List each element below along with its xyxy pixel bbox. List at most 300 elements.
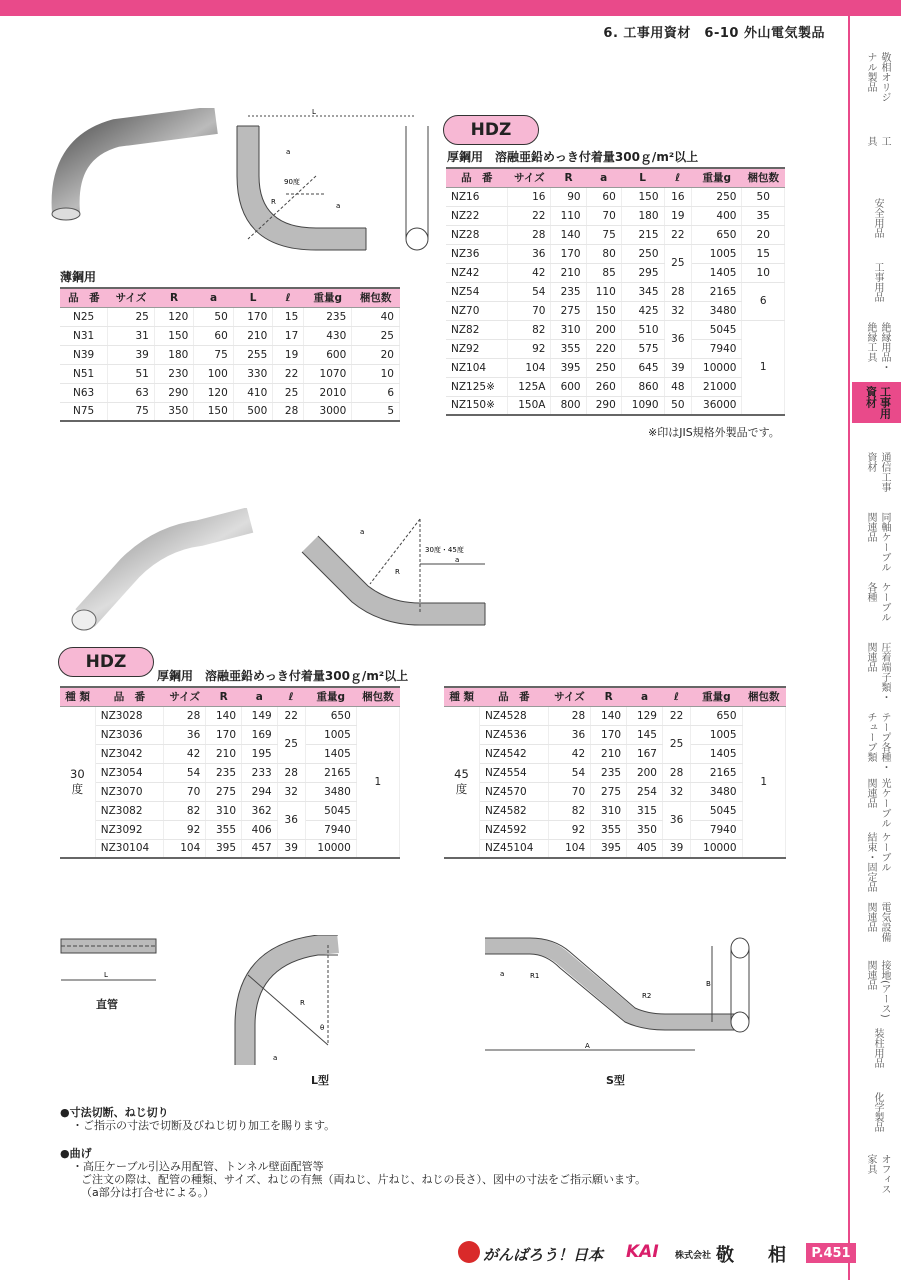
table-cell: N51 (60, 364, 108, 383)
category-sidebar (848, 16, 901, 1280)
straight-label: 直管 (96, 998, 118, 1011)
sidebar-item-12[interactable] (856, 832, 898, 892)
table-cell: 48 (664, 377, 692, 396)
table-cell: 28 (277, 763, 305, 782)
table-cell: 31 (108, 326, 155, 345)
column-header: 種 類 (60, 687, 95, 706)
sidebar-label: 家具 (865, 1154, 876, 1174)
bend-30-45-photo (60, 508, 270, 638)
table-row (444, 782, 786, 801)
table-cell: 35 (742, 206, 785, 225)
column-header: a (194, 288, 233, 307)
table-row (60, 402, 400, 421)
table-cell: 170 (551, 244, 586, 263)
table-cell: 1005 (305, 725, 356, 744)
table-cell: 400 (692, 206, 742, 225)
table-cell: 36 (508, 244, 551, 263)
column-header: a (627, 687, 663, 706)
table-cell: 150 (586, 301, 621, 320)
table-cell: 110 (586, 282, 621, 301)
sidebar-item-15[interactable] (856, 1028, 898, 1068)
table-cell: NZ4554 (479, 763, 548, 782)
svg-text:a: a (273, 1054, 278, 1062)
sidebar-label: 絶縁工具 (865, 322, 876, 362)
table-cell: 2010 (304, 383, 352, 402)
footer-company: 株式会社 (675, 1251, 712, 1261)
sidebar-label: ナル製品 (865, 52, 876, 92)
table-cell: 19 (273, 345, 304, 364)
sidebar-item-5[interactable] (852, 382, 901, 423)
table-cell: 1405 (692, 263, 742, 282)
column-header: 梱包数 (742, 687, 785, 706)
sidebar-label: 接地(アース) (879, 960, 890, 1018)
table-row (60, 383, 400, 402)
angle-note: 30度・45度 (425, 546, 464, 554)
sidebar-label: 敬相オリジ (879, 52, 890, 102)
sidebar-item-10[interactable] (856, 712, 898, 772)
table-cell: 32 (277, 782, 305, 801)
sidebar-label: 関連品 (865, 642, 876, 672)
table-cell: N75 (60, 402, 108, 421)
table-cell: 230 (154, 364, 193, 383)
table-cell: NZ125※ (446, 377, 508, 396)
column-header: ℓ (273, 288, 304, 307)
table-cell: 10000 (691, 839, 742, 858)
table-cell: 22 (273, 364, 304, 383)
table-cell: 3480 (305, 782, 356, 801)
table-cell: 3480 (692, 301, 742, 320)
table-cell: 1405 (691, 744, 742, 763)
table-cell: 82 (508, 320, 551, 339)
table-cell: 125A (508, 377, 551, 396)
table-cell: 150 (154, 326, 193, 345)
table-cell: NZ45104 (479, 839, 548, 858)
table-cell: 7940 (692, 339, 742, 358)
table-cell: 1 (742, 706, 785, 858)
table-cell: 800 (551, 396, 586, 415)
table-cell: NZ4542 (479, 744, 548, 763)
sidebar-label: ケーブル (879, 582, 890, 622)
table-row (444, 801, 786, 820)
table-cell: 210 (591, 744, 627, 763)
table-cell: 140 (206, 706, 242, 725)
table-cell: NZ54 (446, 282, 508, 301)
table-cell: 54 (164, 763, 206, 782)
bend-30-45-drawing (290, 504, 510, 634)
table-cell: 210 (206, 744, 242, 763)
table-cell: 104 (548, 839, 590, 858)
table-cell: NZ82 (446, 320, 508, 339)
table-cell: 6 (352, 383, 400, 402)
column-header: 重量g (304, 288, 352, 307)
table-cell: NZ3070 (95, 782, 163, 801)
table-cell: 40 (352, 307, 400, 326)
sidebar-item-14[interactable] (856, 960, 898, 1018)
table-cell: 275 (206, 782, 242, 801)
column-header: 品 番 (446, 168, 508, 187)
table-cell: 5045 (691, 801, 742, 820)
column-header: ℓ (277, 687, 305, 706)
sidebar-item-1[interactable] (856, 136, 898, 146)
table-cell: NZ3092 (95, 820, 163, 839)
column-header: 種 類 (444, 687, 479, 706)
table-cell: 70 (508, 301, 551, 320)
table-cell: 50 (194, 307, 233, 326)
table-cell: 7940 (305, 820, 356, 839)
table-cell: 39 (108, 345, 155, 364)
sidebar-label: チューブ類 (865, 712, 876, 762)
column-header: L (621, 168, 664, 187)
sidebar-label: 絶縁用品・ (879, 322, 890, 372)
table-cell: 275 (591, 782, 627, 801)
column-header: 重量g (692, 168, 742, 187)
svg-text:R: R (300, 999, 305, 1007)
table-cell: 650 (691, 706, 742, 725)
straight-pipe-drawing (56, 935, 166, 995)
sidebar-label: 関連品 (865, 778, 876, 808)
table-cell: 350 (627, 820, 663, 839)
table-cell: 63 (108, 383, 155, 402)
table-cell: 235 (206, 763, 242, 782)
sidebar-label: ケーブル (879, 832, 890, 872)
bend-line-2: ご注文の際は、配管の種類、サイズ、ねじの有無（両ねじ、片ねじ、ねじの長さ）、図中の寸法をご指示願います。 (81, 1173, 647, 1186)
table-row (60, 839, 400, 858)
table-cell: 254 (627, 782, 663, 801)
table-cell: N25 (60, 307, 108, 326)
table-cell: 600 (551, 377, 586, 396)
table-row (60, 307, 400, 326)
table-cell: NZ16 (446, 187, 508, 206)
table-cell: 90 (551, 187, 586, 206)
table-cell: 362 (242, 801, 278, 820)
table-cell: NZ70 (446, 301, 508, 320)
column-header: 梱包数 (352, 288, 400, 307)
svg-text:B: B (706, 980, 711, 988)
svg-text:a: a (360, 528, 365, 536)
table-cell: 355 (591, 820, 627, 839)
table-cell: 50 (742, 187, 785, 206)
table-cell: 405 (627, 839, 663, 858)
table-cell: 170 (591, 725, 627, 744)
table-cell: 5 (352, 402, 400, 421)
sidebar-item-0[interactable] (856, 52, 898, 102)
bend-title: ●曲げ (60, 1147, 92, 1160)
table-cell: 2165 (692, 282, 742, 301)
svg-text:A: A (585, 1042, 590, 1050)
table-cell: N39 (60, 345, 108, 364)
table-cell: 220 (586, 339, 621, 358)
table-cell: 260 (586, 377, 621, 396)
table-row (446, 244, 785, 263)
svg-text:R: R (395, 568, 400, 576)
table-cell: 250 (586, 358, 621, 377)
jis-note: ※印はJIS規格外製品です。 (648, 426, 780, 439)
table-row (446, 377, 785, 396)
sidebar-item-6[interactable] (856, 452, 898, 492)
table-cell: 3000 (304, 402, 352, 421)
table-cell: 140 (591, 706, 627, 725)
table-cell: 104 (508, 358, 551, 377)
sidebar-item-13[interactable] (856, 902, 898, 942)
hdz-90-table (446, 167, 785, 416)
table-cell: NZ4592 (479, 820, 548, 839)
table-cell: NZ4528 (479, 706, 548, 725)
table-cell: 7940 (691, 820, 742, 839)
table-cell: 310 (551, 320, 586, 339)
table-cell: 60 (586, 187, 621, 206)
table-cell: 1005 (691, 725, 742, 744)
table-cell: 36 (664, 320, 692, 358)
table-cell: 250 (692, 187, 742, 206)
column-header: サイズ (548, 687, 590, 706)
s-type-drawing (480, 930, 760, 1060)
cut-text: ・ご指示の寸法で切断及びねじ切り加工を賜ります。 (72, 1119, 336, 1132)
sidebar-label: テープ各種・ (879, 712, 890, 772)
hdz-45deg-table (444, 686, 786, 859)
table-cell: 5045 (692, 320, 742, 339)
table-cell: 170 (233, 307, 272, 326)
table-cell: 510 (621, 320, 664, 339)
table-cell: 110 (551, 206, 586, 225)
table-cell: 275 (551, 301, 586, 320)
sidebar-item-4[interactable] (856, 322, 898, 372)
table-cell: 21000 (692, 377, 742, 396)
table-cell: 169 (242, 725, 278, 744)
table-cell: 42 (508, 263, 551, 282)
table-cell: 80 (586, 244, 621, 263)
sidebar-label: 通信工事 (879, 452, 890, 492)
table-cell: 310 (591, 801, 627, 820)
table-cell: 2165 (691, 763, 742, 782)
table-cell: 22 (662, 706, 690, 725)
table-cell: 28 (273, 402, 304, 421)
table-cell: 410 (233, 383, 272, 402)
column-header: 品 番 (479, 687, 548, 706)
table-cell: 45 度 (444, 706, 479, 858)
table-cell: 28 (662, 763, 690, 782)
table-cell: 290 (154, 383, 193, 402)
table-cell: 860 (621, 377, 664, 396)
table-cell: 60 (194, 326, 233, 345)
sidebar-label: 化学製品 (872, 1092, 883, 1132)
column-header: a (586, 168, 621, 187)
table-cell: NZ104 (446, 358, 508, 377)
table-cell: 149 (242, 706, 278, 725)
table-cell: 250 (621, 244, 664, 263)
table-cell: 36 (662, 801, 690, 839)
table-cell: 82 (548, 801, 590, 820)
table-cell: 140 (551, 225, 586, 244)
table-cell: 51 (108, 364, 155, 383)
table-cell: 395 (591, 839, 627, 858)
page-number-badge: P.451 (806, 1243, 856, 1263)
table-cell: 70 (164, 782, 206, 801)
table-cell: N63 (60, 383, 108, 402)
table-cell: 120 (194, 383, 233, 402)
table-cell: 1090 (621, 396, 664, 415)
table-cell: 25 (108, 307, 155, 326)
table-row (60, 763, 400, 782)
sidebar-label: 資材 (865, 452, 876, 472)
svg-text:R: R (271, 198, 276, 206)
sidebar-label: 結束・固定品 (865, 832, 876, 892)
table-cell: 6 (742, 282, 785, 320)
table-cell: 70 (586, 206, 621, 225)
table-cell: 22 (277, 706, 305, 725)
table-cell: 54 (508, 282, 551, 301)
sidebar-item-16[interactable] (856, 1092, 898, 1132)
table-row (60, 725, 400, 744)
sidebar-label: 資材 (864, 386, 878, 408)
table-cell: 104 (164, 839, 206, 858)
svg-text:a: a (500, 970, 505, 978)
table-cell: 92 (548, 820, 590, 839)
table-cell: NZ92 (446, 339, 508, 358)
table-cell: 54 (548, 763, 590, 782)
sidebar-item-11[interactable] (856, 778, 898, 828)
column-header: ℓ (664, 168, 692, 187)
table-cell: 350 (154, 402, 193, 421)
table-cell: 406 (242, 820, 278, 839)
table-cell: 25 (273, 383, 304, 402)
table-cell: 15 (273, 307, 304, 326)
footer-slogan: がんばろう！日本 (483, 1246, 604, 1264)
column-header: ℓ (662, 687, 690, 706)
table-cell: 15 (742, 244, 785, 263)
table-row (446, 282, 785, 301)
sidebar-label: 各種 (865, 582, 876, 602)
column-header: 重量g (305, 687, 356, 706)
column-header: 梱包数 (356, 687, 399, 706)
bend-90-dimension-drawing (236, 104, 436, 264)
column-header: R (591, 687, 627, 706)
table-cell: 500 (233, 402, 272, 421)
table-row (60, 801, 400, 820)
table-row (444, 706, 786, 725)
table-cell: 10000 (305, 839, 356, 858)
table-cell: 200 (586, 320, 621, 339)
sidebar-item-8[interactable] (856, 582, 898, 622)
table-row (446, 187, 785, 206)
table-cell: 170 (206, 725, 242, 744)
column-header: R (154, 288, 193, 307)
table-row (446, 301, 785, 320)
column-header: R (206, 687, 242, 706)
table-cell: 36 (548, 725, 590, 744)
table-cell: 233 (242, 763, 278, 782)
table-cell: 32 (664, 301, 692, 320)
l-type-label: L型 (311, 1074, 330, 1087)
sidebar-label: 電気設備 (879, 902, 890, 942)
table-cell: 330 (233, 364, 272, 383)
table-cell: 22 (664, 225, 692, 244)
table-cell: NZ3042 (95, 744, 163, 763)
table-row (444, 839, 786, 858)
table-row (444, 725, 786, 744)
table-cell: NZ4582 (479, 801, 548, 820)
table-cell: 92 (164, 820, 206, 839)
table-cell: 1005 (692, 244, 742, 263)
hdz-badge-2: HDZ (58, 647, 154, 677)
sidebar-label: 工事用 (878, 386, 892, 419)
table-cell: 32 (662, 782, 690, 801)
bend-90-photo (46, 108, 246, 228)
sidebar-item-17[interactable] (856, 1154, 898, 1194)
table-cell: NZ22 (446, 206, 508, 225)
table-cell: 180 (154, 345, 193, 364)
footer-brand: KAI (626, 1242, 659, 1262)
table-cell: 180 (621, 206, 664, 225)
table-cell: 650 (305, 706, 356, 725)
table-row (446, 396, 785, 415)
table-cell: 16 (664, 187, 692, 206)
table-cell: 1 (356, 706, 399, 858)
hdz1-subtitle: 厚鋼用 溶融亜鉛めっき付着量300ｇ/m²以上 (447, 150, 699, 164)
table-row (444, 763, 786, 782)
column-header: サイズ (164, 687, 206, 706)
table-cell: 16 (508, 187, 551, 206)
table-cell: 39 (277, 839, 305, 858)
table-cell: 36 (277, 801, 305, 839)
table-cell: 295 (621, 263, 664, 282)
table-row (446, 358, 785, 377)
table-cell: 355 (551, 339, 586, 358)
table-row (444, 820, 786, 839)
sidebar-item-9[interactable] (856, 642, 898, 702)
table-cell: 36 (164, 725, 206, 744)
table-cell: 39 (662, 839, 690, 858)
sidebar-item-2[interactable] (856, 198, 898, 238)
thin-steel-table (60, 287, 400, 422)
table-cell: 395 (206, 839, 242, 858)
table-cell: 457 (242, 839, 278, 858)
sidebar-item-7[interactable] (856, 512, 898, 572)
table-cell: 2165 (305, 763, 356, 782)
table-cell: 150A (508, 396, 551, 415)
column-header: a (242, 687, 278, 706)
table-cell: 17 (273, 326, 304, 345)
table-cell: 235 (591, 763, 627, 782)
table-row (60, 782, 400, 801)
table-cell: 215 (621, 225, 664, 244)
table-cell: 167 (627, 744, 663, 763)
table-cell: N31 (60, 326, 108, 345)
table-cell: 575 (621, 339, 664, 358)
svg-text:R2: R2 (642, 992, 652, 1000)
svg-text:θ: θ (320, 1024, 325, 1032)
sidebar-item-3[interactable] (856, 262, 898, 302)
sidebar-label: オフィス (879, 1154, 890, 1194)
table-cell: 355 (206, 820, 242, 839)
table-cell: 345 (621, 282, 664, 301)
footer-name-1: 敬 (716, 1245, 734, 1266)
table-cell: 28 (664, 282, 692, 301)
table-cell: 600 (304, 345, 352, 364)
table-cell: 75 (586, 225, 621, 244)
footer-logo-circle (458, 1241, 480, 1263)
table-row (60, 326, 400, 345)
table-cell: 129 (627, 706, 663, 725)
bend-line-1: ・高圧ケーブル引込み用配管、トンネル壁面配管等 (72, 1160, 324, 1173)
table-cell: 75 (194, 345, 233, 364)
table-cell: 430 (304, 326, 352, 345)
column-header: 梱包数 (742, 168, 785, 187)
hdz2-subtitle: 厚鋼用 溶融亜鉛めっき付着量300ｇ/m²以上 (157, 669, 409, 683)
table-row (446, 339, 785, 358)
table-cell: 150 (194, 402, 233, 421)
table-cell: 120 (154, 307, 193, 326)
table-cell: NZ3028 (95, 706, 163, 725)
